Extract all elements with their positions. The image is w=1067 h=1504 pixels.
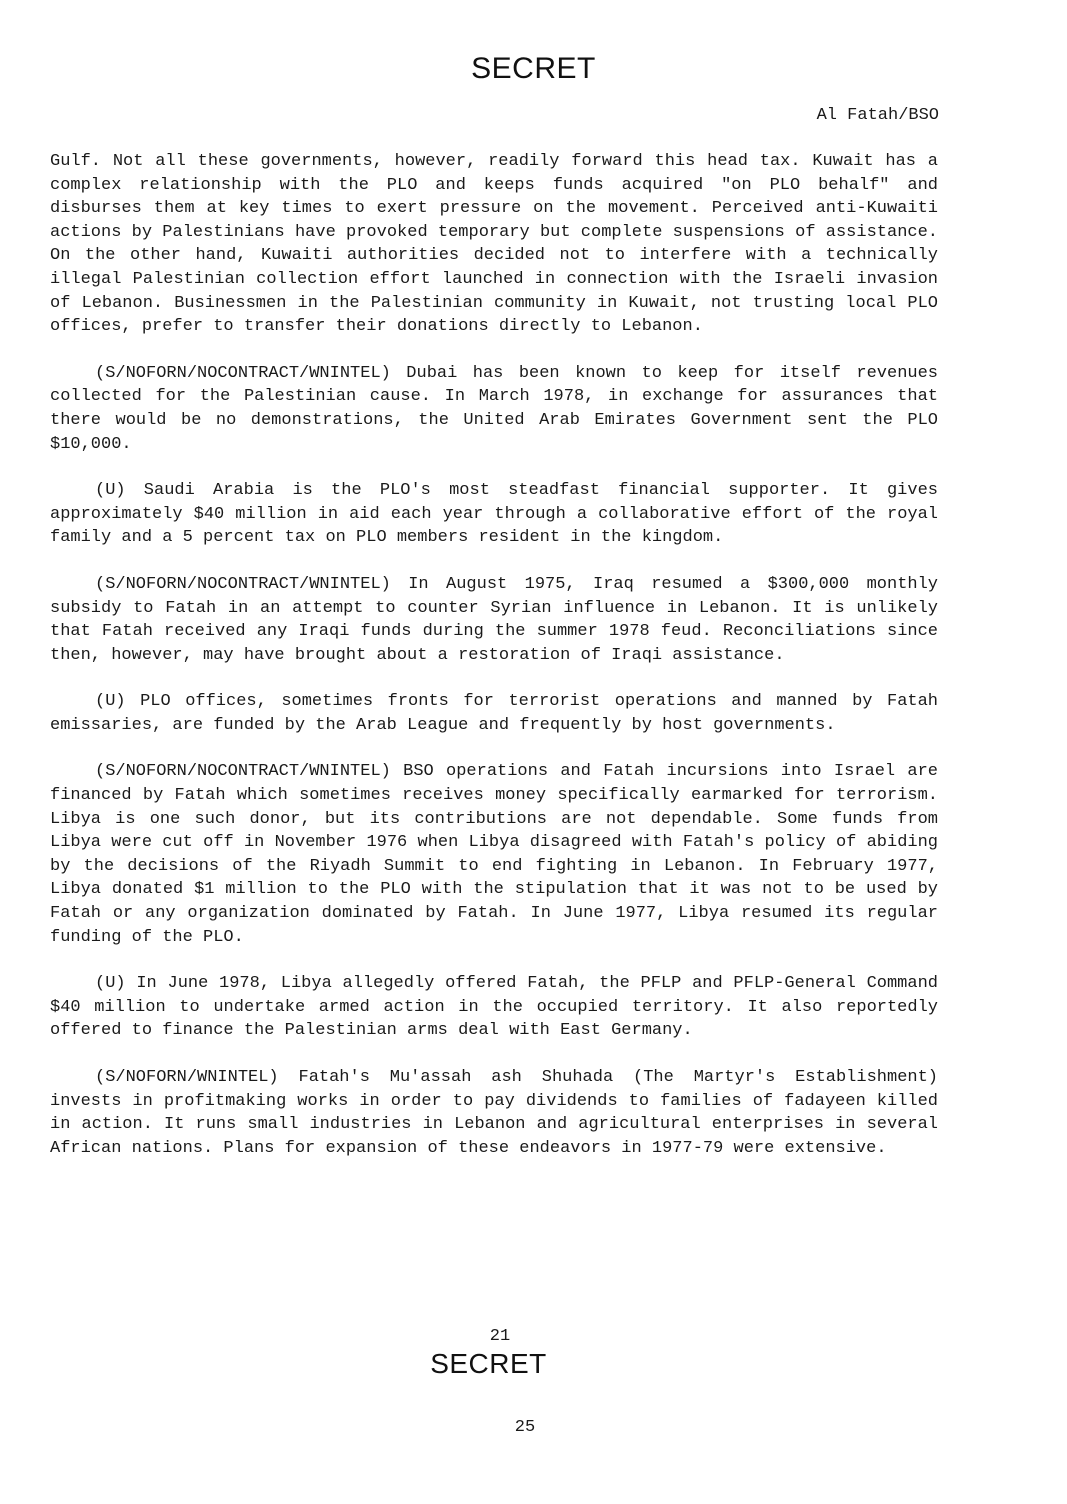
paragraph-dubai: (S/NOFORN/NOCONTRACT/WNINTEL) Dubai has been known to keep for itself revenues collected for the Palestinian cause. In March 1978, in exchange for assurances that there would be no demonstrations, the United Arab Emirates Government sent the PLO $10,000. [50, 363, 938, 454]
paragraph-bso-operations: (S/NOFORN/NOCONTRACT/WNINTEL) BSO operations and Fatah incursions into Israel are financed by Fatah which sometimes receives money specifically earmarked for terrorism. Libya is one such donor, but its contributions are not dependable. Some funds from Libya were cut off in November 1976 when Libya disagreed with Fatah's policy of abiding by the decisions of the Riyadh Summit to end fighting in Lebanon. In February 1977, Libya donated $1 million to the PLO with the stipulation that it was not to be used by Fatah or any organization dominated by Fatah. In June 1977, Libya resumed its regular funding of the PLO. [50, 762, 938, 947]
paragraph-plo-offices: (U) PLO offices, sometimes fronts for terrorist operations and manned by Fatah emissaries, are funded by the Arab League and frequently by host governments. [50, 692, 938, 735]
classification-marking-top: SECRET [471, 52, 596, 85]
document-header-reference: Al Fatah/BSO [816, 106, 939, 125]
paragraph-iraq: (S/NOFORN/NOCONTRACT/WNINTEL) In August 1975, Iraq resumed a $300,000 monthly subsidy to Fatah in an attempt to counter Syrian influence in Lebanon. It is unlikely that Fatah received any Iraqi funds during the summer 1978 feud. Reconciliations since then, however, may have brought about a restoration of Iraqi assistance. [50, 574, 938, 665]
paragraph-gulf-kuwait: Gulf. Not all these governments, however, readily forward this head tax. Kuwait has a complex relationship with the PLO and keeps funds acquired "on PLO behalf" and disburses them at key times to exert pressure on the movement. Perceived anti-Kuwaiti actions by Palestinians have provoked temporary but complete suspensions of assistance. On the other hand, Kuwaiti authorities decided not to interfere with a technically illegal Palestinian collection effort launched in connection with the Israeli invasion of Lebanon. Businessmen in the Palestinian community in Kuwait, not trusting local PLO offices, prefer to transfer their donations directly to Lebanon. [50, 152, 938, 337]
page-number-outer: 25 [514, 1418, 536, 1437]
paragraph-martyrs-establishment: (S/NOFORN/WNINTEL) Fatah's Mu'assah ash Shuhada (The Martyr's Establishment) invests in profitmaking works in order to pay dividends to families of fadayeen killed in action. It runs small industries in Lebanon and agricultural enterprises in several African nations. Plans for expansion of these endeavors in 1977-79 were extensive. [50, 1068, 938, 1158]
classification-marking-bottom: SECRET [430, 1348, 547, 1379]
paragraph-libya-1978: (U) In June 1978, Libya allegedly offered Fatah, the PFLP and PFLP-General Command $40 million to undertake armed action in the occupied territory. It also reportedly offered to finance the Palestinian arms deal with East Germany. [50, 974, 938, 1041]
page-number-inner: 21 [489, 1327, 511, 1346]
document-body [50, 150, 938, 1183]
paragraph-saudi-arabia: (U) Saudi Arabia is the PLO's most steadfast financial supporter. It gives approximately $40 million in aid each year through a collaborative effort of the royal family and a 5 percent tax on PLO members resident in the kingdom. [50, 481, 938, 548]
